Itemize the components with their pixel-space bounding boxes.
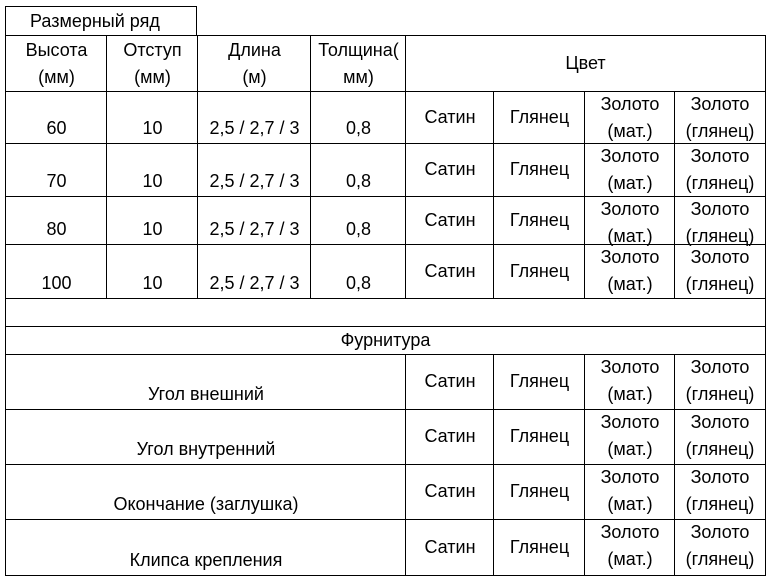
row-color-gold-matte: Золото (мат.)	[584, 196, 675, 245]
separator-row	[5, 298, 766, 327]
row-color-gold-gloss: Золото (глянец)	[674, 196, 766, 245]
fitting-color-gold-gloss: Золото (глянец)	[674, 354, 766, 410]
row-thickness: 0,8	[310, 143, 406, 197]
fitting-color-satin: Сатин	[405, 519, 494, 576]
row-thickness: 0,8	[310, 244, 406, 299]
fitting-color-gold-matte: Золото (мат.)	[584, 464, 675, 520]
fitting-color-satin: Сатин	[405, 464, 494, 520]
fitting-name: Окончание (заглушка)	[5, 464, 406, 520]
header-offset: Отступ (мм)	[106, 35, 198, 92]
fitting-color-gold-matte: Золото (мат.)	[584, 354, 675, 410]
fitting-color-gold-matte: Золото (мат.)	[584, 519, 675, 576]
row-color-gold-matte: Золото (мат.)	[584, 91, 675, 144]
table-title: Размерный ряд	[5, 6, 197, 36]
header-height: Высота (мм)	[5, 35, 107, 92]
row-height: 70	[5, 143, 107, 197]
fittings-title: Фурнитура	[5, 326, 766, 355]
row-color-satin: Сатин	[405, 91, 494, 144]
header-thickness: Толщина( мм)	[310, 35, 406, 92]
row-length: 2,5 / 2,7 / 3	[197, 196, 311, 245]
row-color-gloss: Глянец	[493, 143, 585, 197]
row-offset: 10	[106, 196, 198, 245]
row-color-gold-gloss: Золото (глянец)	[674, 143, 766, 197]
fitting-color-gloss: Глянец	[493, 464, 585, 520]
row-color-gloss: Глянец	[493, 91, 585, 144]
row-color-satin: Сатин	[405, 143, 494, 197]
row-color-satin: Сатин	[405, 196, 494, 245]
row-height: 60	[5, 91, 107, 144]
row-color-gold-matte: Золото (мат.)	[584, 143, 675, 197]
fitting-color-satin: Сатин	[405, 354, 494, 410]
fitting-color-gold-gloss: Золото (глянец)	[674, 409, 766, 465]
row-color-gloss: Глянец	[493, 196, 585, 245]
fitting-color-gloss: Глянец	[493, 409, 585, 465]
fitting-color-gold-matte: Золото (мат.)	[584, 409, 675, 465]
row-thickness: 0,8	[310, 196, 406, 245]
fitting-color-satin: Сатин	[405, 409, 494, 465]
row-height: 100	[5, 244, 107, 299]
fitting-name: Угол внутренний	[5, 409, 406, 465]
row-length: 2,5 / 2,7 / 3	[197, 143, 311, 197]
row-color-gold-gloss: Золото (глянец)	[674, 244, 766, 299]
row-thickness: 0,8	[310, 91, 406, 144]
row-color-gloss: Глянец	[493, 244, 585, 299]
row-offset: 10	[106, 91, 198, 144]
fitting-color-gloss: Глянец	[493, 354, 585, 410]
row-color-gold-matte: Золото (мат.)	[584, 244, 675, 299]
row-length: 2,5 / 2,7 / 3	[197, 91, 311, 144]
fitting-color-gold-gloss: Золото (глянец)	[674, 519, 766, 576]
fitting-name: Угол внешний	[5, 354, 406, 410]
header-length: Длина (м)	[197, 35, 311, 92]
row-offset: 10	[106, 143, 198, 197]
row-offset: 10	[106, 244, 198, 299]
fitting-name: Клипса крепления	[5, 519, 406, 576]
fitting-color-gloss: Глянец	[493, 519, 585, 576]
row-height: 80	[5, 196, 107, 245]
row-length: 2,5 / 2,7 / 3	[197, 244, 311, 299]
row-color-gold-gloss: Золото (глянец)	[674, 91, 766, 144]
row-color-satin: Сатин	[405, 244, 494, 299]
fitting-color-gold-gloss: Золото (глянец)	[674, 464, 766, 520]
header-color: Цвет	[405, 35, 766, 92]
